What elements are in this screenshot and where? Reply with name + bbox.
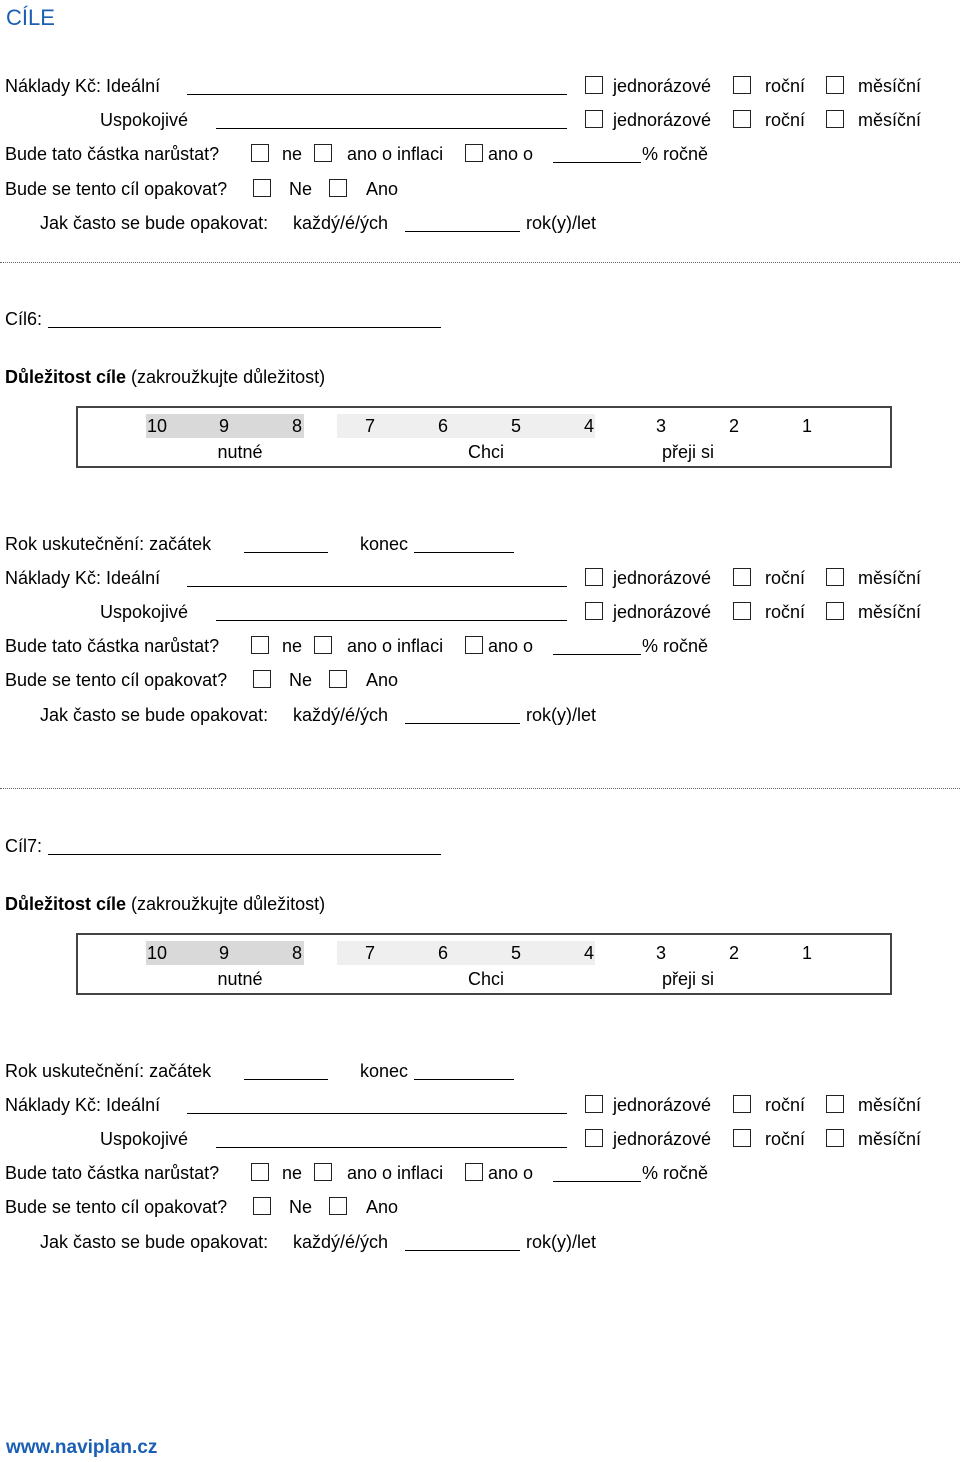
end-year-field[interactable] bbox=[414, 1079, 514, 1080]
yearly-label: roční bbox=[765, 568, 806, 588]
goal-7-name-field[interactable] bbox=[48, 854, 441, 855]
importance-heading: Důležitost cíle (zakroužkujte důležitost) bbox=[5, 894, 326, 914]
cost-ideal-one-time-checkbox[interactable] bbox=[585, 76, 603, 94]
importance-5[interactable]: 5 bbox=[510, 943, 521, 963]
cost-satisfactory-field[interactable] bbox=[216, 128, 567, 129]
repeat-no-label: Ne bbox=[289, 179, 313, 199]
cost-satisfactory-label: Uspokojivé bbox=[100, 602, 189, 622]
growth-percent-checkbox[interactable] bbox=[465, 144, 483, 162]
end-year-field[interactable] bbox=[414, 552, 514, 553]
every-label: každý/é/ých bbox=[293, 213, 389, 233]
percent-yearly-label: % ročně bbox=[642, 1163, 709, 1183]
one-time-label: jednorázové bbox=[613, 1095, 712, 1115]
growth-no-label: ne bbox=[282, 144, 303, 164]
repeat-frequency-field[interactable] bbox=[405, 231, 520, 232]
growth-percent-checkbox[interactable] bbox=[465, 1163, 483, 1181]
cost-ideal-field[interactable] bbox=[187, 1113, 567, 1114]
website-link[interactable]: www.naviplan.cz bbox=[6, 1437, 158, 1458]
repeat-frequency-field[interactable] bbox=[405, 1250, 520, 1251]
group-want-label: Chci bbox=[467, 969, 504, 989]
importance-3[interactable]: 3 bbox=[655, 416, 666, 436]
monthly-label: měsíční bbox=[858, 1095, 922, 1115]
growth-percent-label: ano o bbox=[488, 636, 534, 656]
growth-no-checkbox[interactable] bbox=[251, 636, 269, 654]
yearly-label: roční bbox=[765, 1129, 806, 1149]
importance-7[interactable]: 7 bbox=[364, 943, 375, 963]
growth-no-checkbox[interactable] bbox=[251, 144, 269, 162]
cost-satisfactory-field[interactable] bbox=[216, 1147, 567, 1148]
importance-9[interactable]: 9 bbox=[218, 943, 229, 963]
cost-ideal-field[interactable] bbox=[187, 586, 567, 587]
one-time-label: jednorázové bbox=[613, 76, 712, 96]
growth-percent-field[interactable] bbox=[553, 654, 641, 655]
growth-inflation-label: ano o inflaci bbox=[347, 144, 444, 164]
growth-inflation-label: ano o inflaci bbox=[347, 1163, 444, 1183]
growth-inflation-checkbox[interactable] bbox=[314, 636, 332, 654]
group-wish-label: přeji si bbox=[661, 442, 714, 462]
repeat-yes-label: Ano bbox=[366, 670, 399, 690]
importance-2[interactable]: 2 bbox=[728, 943, 739, 963]
cost-sat-one-time-checkbox[interactable] bbox=[585, 1129, 603, 1147]
repeat-yes-checkbox[interactable] bbox=[329, 1197, 347, 1215]
page-title: CÍLE bbox=[6, 5, 55, 30]
growth-inflation-checkbox[interactable] bbox=[314, 144, 332, 162]
growth-percent-checkbox[interactable] bbox=[465, 636, 483, 654]
cost-sat-monthly-checkbox[interactable] bbox=[826, 110, 844, 128]
one-time-label: jednorázové bbox=[613, 602, 712, 622]
importance-9[interactable]: 9 bbox=[218, 416, 229, 436]
growth-inflation-label: ano o inflaci bbox=[347, 636, 444, 656]
repeat-question: Bude se tento cíl opakovat? bbox=[5, 179, 228, 199]
growth-no-label: ne bbox=[282, 1163, 303, 1183]
monthly-label: měsíční bbox=[858, 1129, 922, 1149]
monthly-label: měsíční bbox=[858, 568, 922, 588]
end-label: konec bbox=[360, 534, 409, 554]
cost-sat-one-time-checkbox[interactable] bbox=[585, 110, 603, 128]
cost-ideal-one-time-checkbox[interactable] bbox=[585, 1095, 603, 1113]
cost-sat-monthly-checkbox[interactable] bbox=[826, 1129, 844, 1147]
yearly-label: roční bbox=[765, 76, 806, 96]
growth-no-label: ne bbox=[282, 636, 303, 656]
cost-ideal-yearly-checkbox[interactable] bbox=[733, 76, 751, 94]
growth-question: Bude tato částka narůstat? bbox=[5, 636, 220, 656]
cost-sat-yearly-checkbox[interactable] bbox=[733, 110, 751, 128]
repeat-yes-label: Ano bbox=[366, 1197, 399, 1217]
years-label: rok(y)/let bbox=[526, 213, 597, 233]
cost-ideal-label: Náklady Kč: Ideální bbox=[5, 76, 161, 96]
importance-10[interactable]: 10 bbox=[146, 943, 168, 963]
importance-6[interactable]: 6 bbox=[437, 416, 448, 436]
yearly-label: roční bbox=[765, 110, 806, 130]
repeat-no-checkbox[interactable] bbox=[253, 1197, 271, 1215]
group-wish-label: přeji si bbox=[661, 969, 714, 989]
percent-yearly-label: % ročně bbox=[642, 636, 709, 656]
cost-ideal-label: Náklady Kč: Ideální bbox=[5, 568, 161, 588]
importance-10[interactable]: 10 bbox=[146, 416, 168, 436]
growth-no-checkbox[interactable] bbox=[251, 1163, 269, 1181]
repeat-frequency-label: Jak často se bude opakovat: bbox=[40, 213, 269, 233]
cost-satisfactory-label: Uspokojivé bbox=[100, 110, 189, 130]
group-must-label: nutné bbox=[217, 442, 263, 462]
cost-ideal-field[interactable] bbox=[187, 94, 567, 95]
importance-1[interactable]: 1 bbox=[801, 943, 812, 963]
years-label: rok(y)/let bbox=[526, 1232, 597, 1252]
cost-sat-monthly-checkbox[interactable] bbox=[826, 602, 844, 620]
cost-ideal-yearly-checkbox[interactable] bbox=[733, 1095, 751, 1113]
every-label: každý/é/ých bbox=[293, 705, 389, 725]
growth-percent-label: ano o bbox=[488, 144, 534, 164]
goal-7-label: Cíl7: bbox=[5, 836, 43, 856]
growth-inflation-checkbox[interactable] bbox=[314, 1163, 332, 1181]
cost-sat-yearly-checkbox[interactable] bbox=[733, 602, 751, 620]
repeat-frequency-label: Jak často se bude opakovat: bbox=[40, 705, 269, 725]
cost-sat-yearly-checkbox[interactable] bbox=[733, 1129, 751, 1147]
cost-ideal-one-time-checkbox[interactable] bbox=[585, 568, 603, 586]
repeat-yes-checkbox[interactable] bbox=[329, 179, 347, 197]
importance-2[interactable]: 2 bbox=[728, 416, 739, 436]
one-time-label: jednorázové bbox=[613, 1129, 712, 1149]
importance-1[interactable]: 1 bbox=[801, 416, 812, 436]
one-time-label: jednorázové bbox=[613, 110, 712, 130]
cost-ideal-yearly-checkbox[interactable] bbox=[733, 568, 751, 586]
cost-ideal-monthly-checkbox[interactable] bbox=[826, 568, 844, 586]
start-year-field[interactable] bbox=[244, 1079, 328, 1080]
repeat-no-label: Ne bbox=[289, 1197, 313, 1217]
growth-question: Bude tato částka narůstat? bbox=[5, 144, 220, 164]
importance-8[interactable]: 8 bbox=[291, 416, 302, 436]
repeat-no-checkbox[interactable] bbox=[253, 179, 271, 197]
every-label: každý/é/ých bbox=[293, 1232, 389, 1252]
end-label: konec bbox=[360, 1061, 409, 1081]
repeat-question: Bude se tento cíl opakovat? bbox=[5, 1197, 228, 1217]
repeat-no-label: Ne bbox=[289, 670, 313, 690]
section-divider bbox=[0, 262, 960, 263]
cost-ideal-monthly-checkbox[interactable] bbox=[826, 1095, 844, 1113]
group-want-label: Chci bbox=[467, 442, 504, 462]
realization-year-label: Rok uskutečnění: začátek bbox=[5, 534, 212, 554]
repeat-yes-label: Ano bbox=[366, 179, 399, 199]
repeat-yes-checkbox[interactable] bbox=[329, 670, 347, 688]
cost-ideal-monthly-checkbox[interactable] bbox=[826, 76, 844, 94]
cost-satisfactory-field[interactable] bbox=[216, 620, 567, 621]
realization-year-label: Rok uskutečnění: začátek bbox=[5, 1061, 212, 1081]
cost-ideal-label: Náklady Kč: Ideální bbox=[5, 1095, 161, 1115]
repeat-frequency-field[interactable] bbox=[405, 723, 520, 724]
monthly-label: měsíční bbox=[858, 602, 922, 622]
importance-heading: Důležitost cíle (zakroužkujte důležitost) bbox=[5, 367, 326, 387]
growth-percent-label: ano o bbox=[488, 1163, 534, 1183]
repeat-no-checkbox[interactable] bbox=[253, 670, 271, 688]
years-label: rok(y)/let bbox=[526, 705, 597, 725]
repeat-question: Bude se tento cíl opakovat? bbox=[5, 670, 228, 690]
yearly-label: roční bbox=[765, 602, 806, 622]
monthly-label: měsíční bbox=[858, 110, 922, 130]
growth-percent-field[interactable] bbox=[553, 162, 641, 163]
importance-7[interactable]: 7 bbox=[364, 416, 375, 436]
goal-6-label: Cíl6: bbox=[5, 309, 43, 329]
importance-4[interactable]: 4 bbox=[583, 943, 594, 963]
percent-yearly-label: % ročně bbox=[642, 144, 709, 164]
importance-5[interactable]: 5 bbox=[510, 416, 521, 436]
section-divider bbox=[0, 788, 960, 789]
importance-8[interactable]: 8 bbox=[291, 943, 302, 963]
goal-6-name-field[interactable] bbox=[48, 327, 441, 328]
start-year-field[interactable] bbox=[244, 552, 328, 553]
importance-4[interactable]: 4 bbox=[583, 416, 594, 436]
repeat-frequency-label: Jak často se bude opakovat: bbox=[40, 1232, 269, 1252]
importance-3[interactable]: 3 bbox=[655, 943, 666, 963]
monthly-label: měsíční bbox=[858, 76, 922, 96]
cost-satisfactory-label: Uspokojivé bbox=[100, 1129, 189, 1149]
one-time-label: jednorázové bbox=[613, 568, 712, 588]
importance-6[interactable]: 6 bbox=[437, 943, 448, 963]
group-must-label: nutné bbox=[217, 969, 263, 989]
cost-sat-one-time-checkbox[interactable] bbox=[585, 602, 603, 620]
growth-percent-field[interactable] bbox=[553, 1181, 641, 1182]
yearly-label: roční bbox=[765, 1095, 806, 1115]
growth-question: Bude tato částka narůstat? bbox=[5, 1163, 220, 1183]
